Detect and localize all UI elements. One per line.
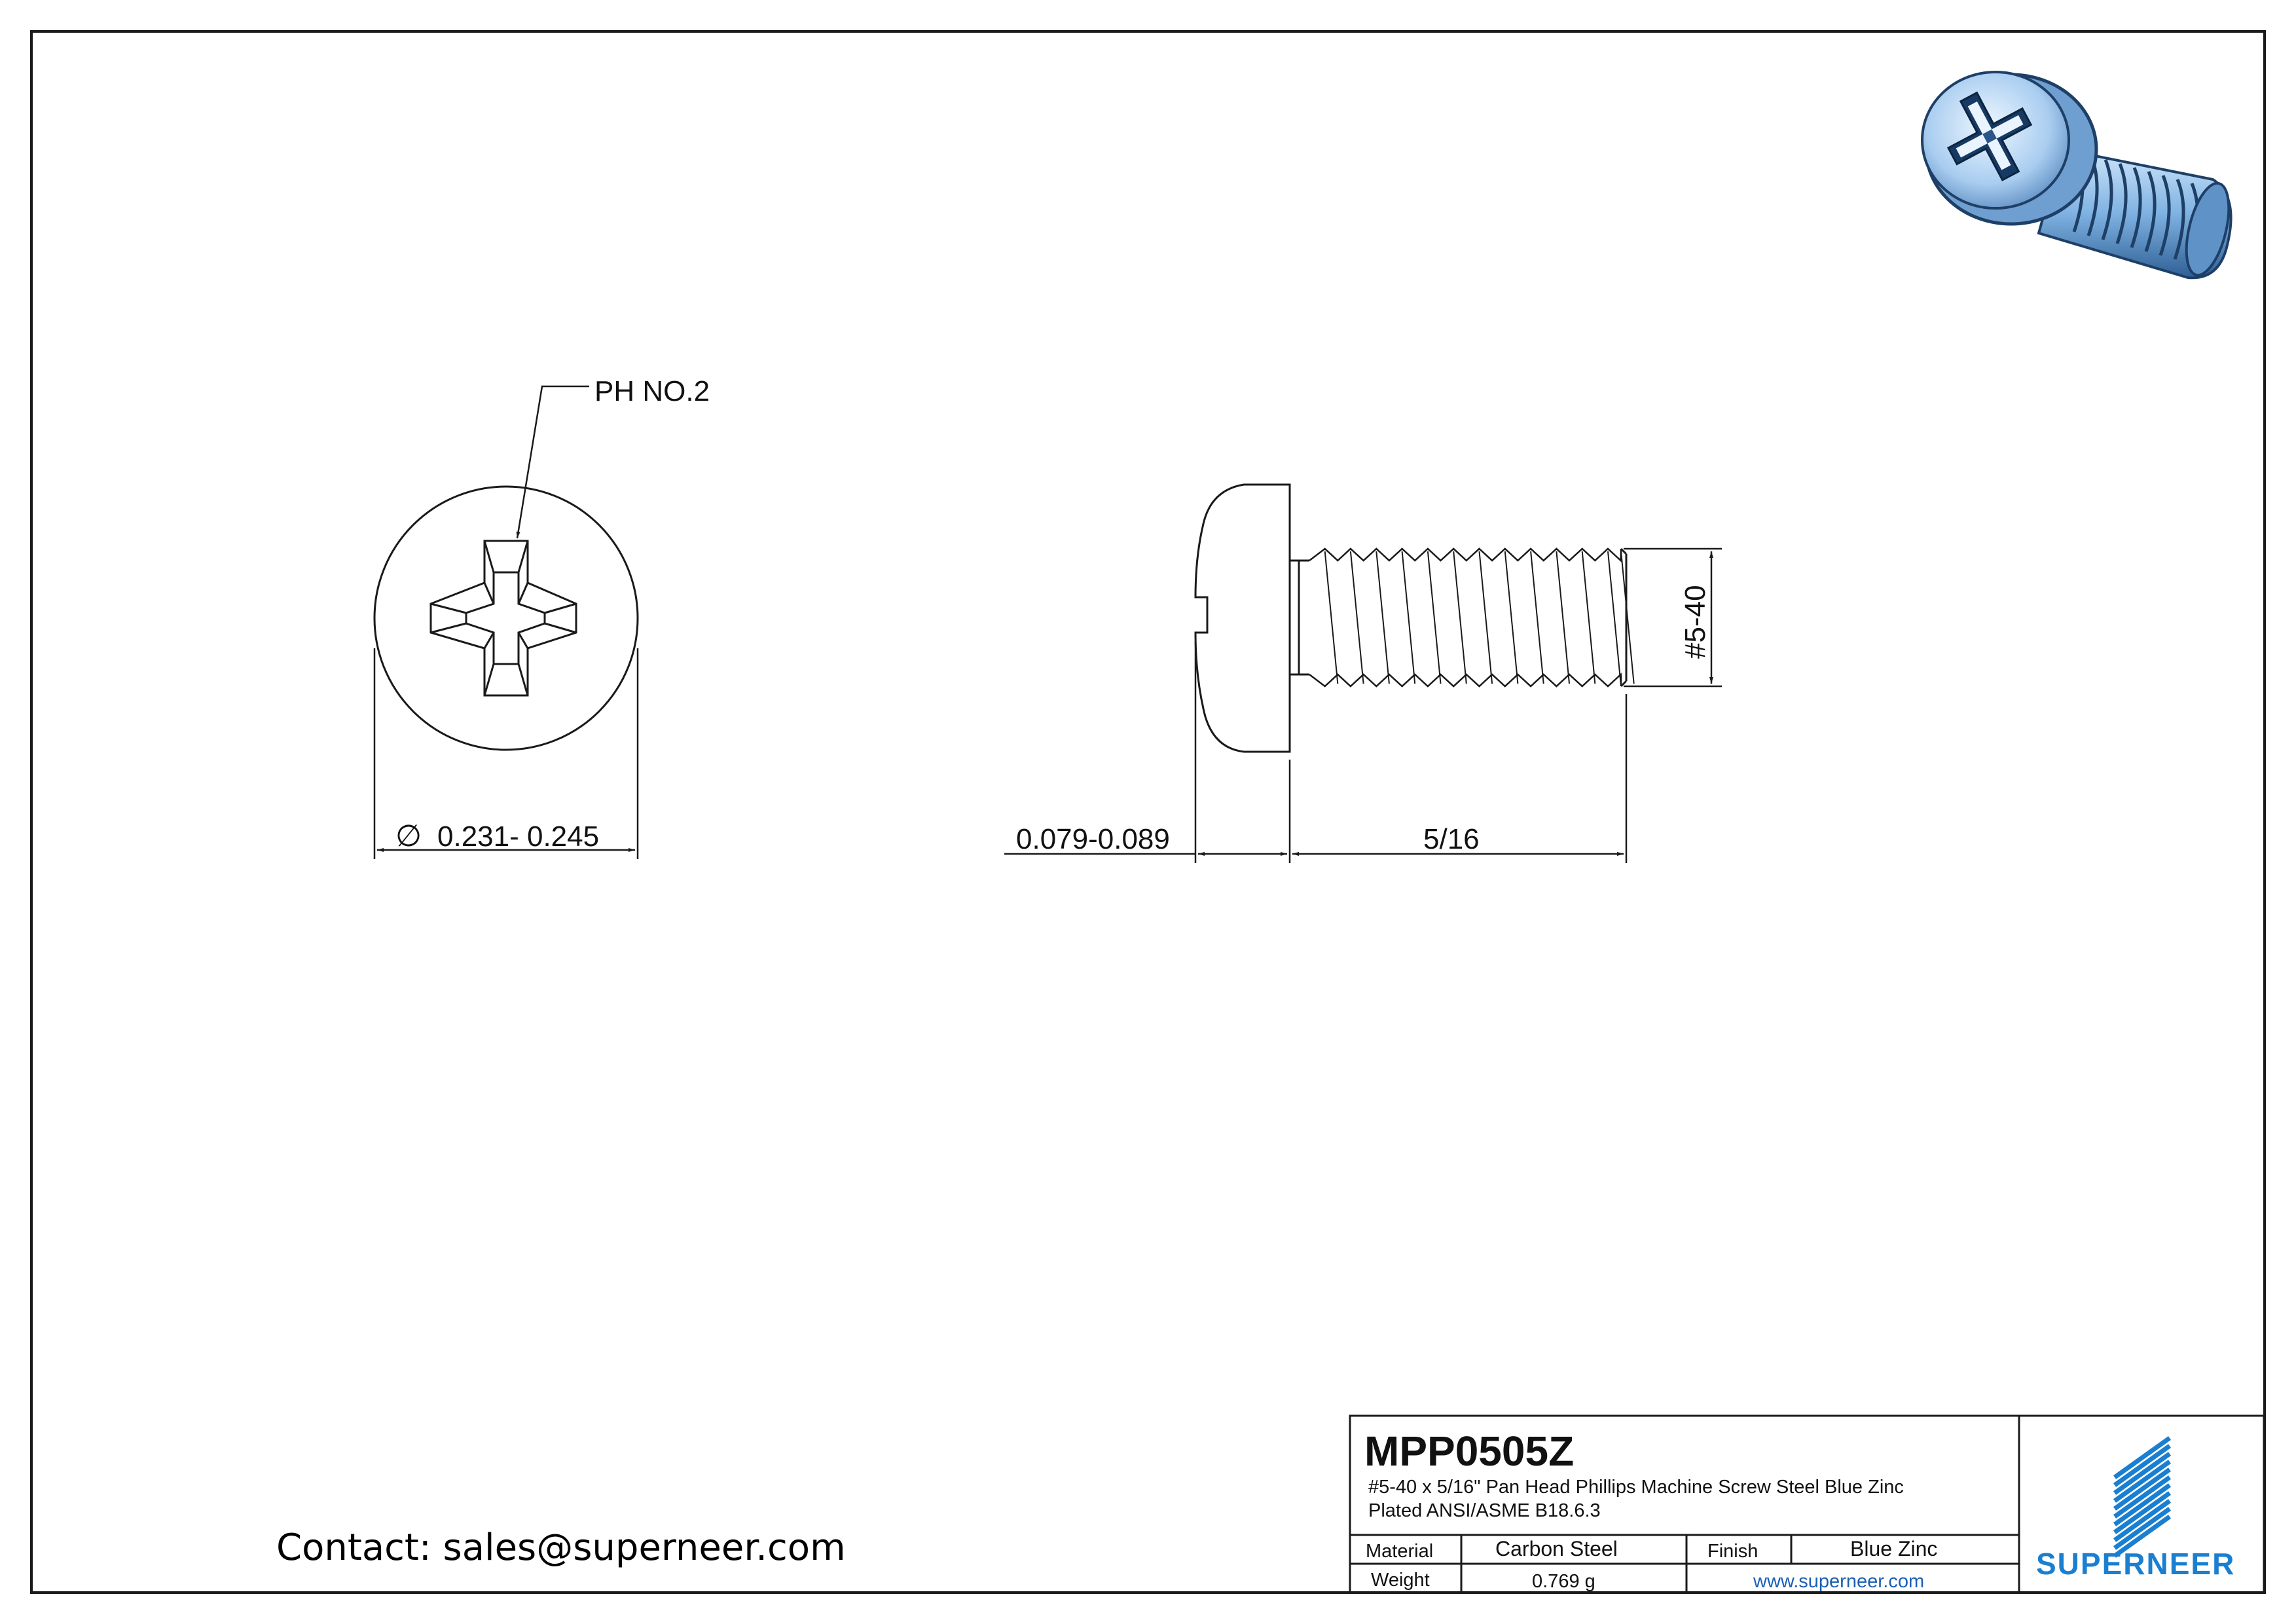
brand-name: SUPERNEER: [2036, 1547, 2236, 1581]
thread-flank-line: [1505, 551, 1518, 684]
head-diameter-label: 0.231- 0.245: [437, 821, 600, 853]
length-label: 5/16: [1423, 823, 1480, 855]
thread-size-label: #5-40: [1679, 585, 1711, 659]
thread-flank-lines: [1325, 551, 1634, 684]
finish-label: Finish: [1707, 1541, 1758, 1562]
thread-flank-line: [1480, 551, 1493, 684]
superneer-logo-icon: [2115, 1438, 2170, 1556]
thread-flank-line: [1428, 551, 1441, 684]
pan-head-profile: [1195, 485, 1290, 752]
thread-flank-line: [1402, 551, 1415, 684]
thread-crests-top: [1309, 549, 1621, 561]
website-link[interactable]: www.superneer.com: [1753, 1571, 1925, 1592]
phillips-recess-outer: [431, 541, 576, 695]
thread-flank-line: [1621, 551, 1634, 684]
thread-flank-line: [1453, 551, 1467, 684]
recess-callout-label: PH NO.2: [594, 375, 710, 407]
part-number: MPP0505Z: [1364, 1428, 1575, 1475]
head-height-label: 0.079-0.089: [1016, 823, 1170, 855]
weight-label: Weight: [1371, 1570, 1430, 1591]
recess-callout: [517, 375, 710, 538]
thread-flank-line: [1376, 551, 1389, 684]
thread-flank-line: [1608, 551, 1621, 684]
thread-flank-line: [1325, 551, 1338, 684]
head-outline-circle: [374, 487, 638, 750]
thread-flank-line: [1556, 551, 1569, 684]
finish-value: Blue Zinc: [1850, 1537, 1938, 1560]
side-view: [1195, 485, 1634, 752]
thread-flank-line: [1582, 551, 1595, 684]
thread-flank-line: [1351, 551, 1364, 684]
top-view: [374, 487, 638, 750]
diameter-symbol: ∅: [395, 819, 422, 853]
screw-3d-render-icon: [1922, 72, 2237, 280]
material-label: Material: [1366, 1541, 1434, 1562]
description-line-2: Plated ANSI/ASME B18.6.3: [1368, 1500, 1601, 1521]
contact-email[interactable]: Contact: sales@superneer.com: [276, 1526, 846, 1569]
sheet-border: [31, 31, 2265, 1593]
material-value: Carbon Steel: [1495, 1537, 1618, 1560]
thread-flank-line: [1531, 551, 1544, 684]
weight-value: 0.769 g: [1532, 1571, 1595, 1592]
description-line-1: #5-40 x 5/16" Pan Head Phillips Machine Screw Steel Blue Zinc: [1368, 1477, 1904, 1498]
